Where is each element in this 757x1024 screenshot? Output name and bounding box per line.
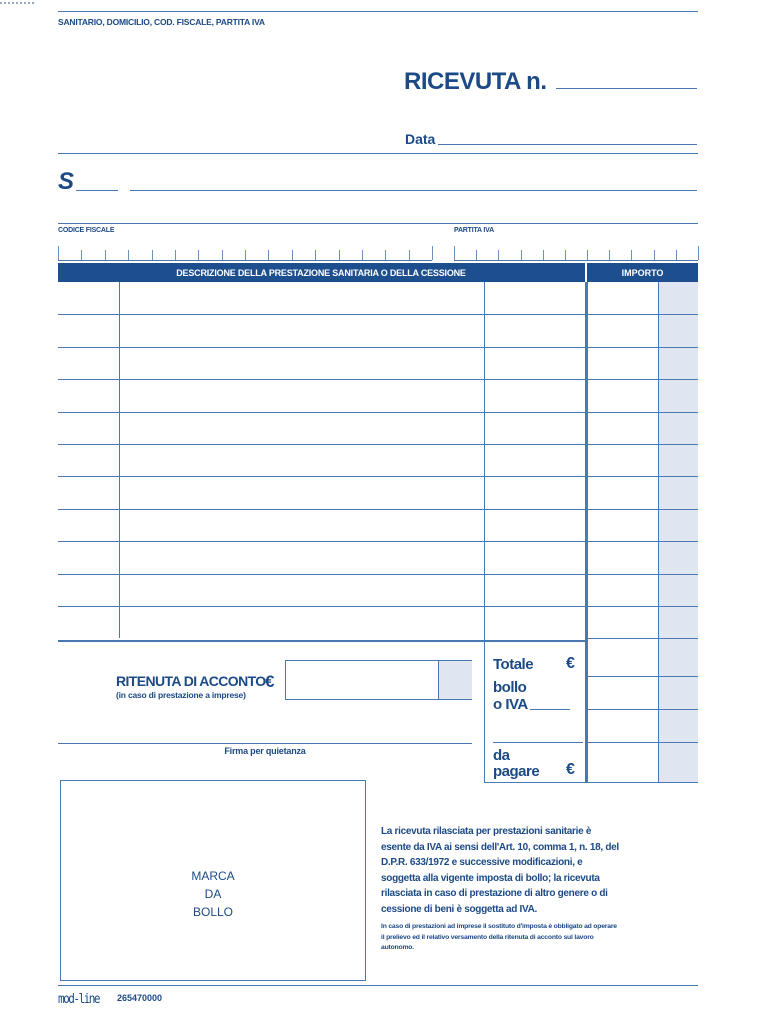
amount-column-header: IMPORTO — [621, 268, 664, 278]
header-top-rule — [58, 11, 698, 12]
codice-fiscale-field[interactable] — [58, 260, 432, 261]
revenue-stamp-line-1: MARCA — [191, 869, 235, 883]
fiscal-box-divider — [315, 250, 316, 260]
header-divider — [58, 153, 698, 154]
table-row[interactable] — [58, 541, 698, 542]
fiscal-box-divider — [292, 250, 293, 260]
withholding-amount-box[interactable] — [285, 660, 472, 700]
vat-label: o IVA — [493, 696, 528, 713]
footer-rule — [58, 985, 698, 986]
fiscal-box-divider — [175, 250, 176, 260]
amount-due-currency: € — [566, 761, 575, 778]
amount-cents-column — [658, 282, 698, 783]
withholding-currency: € — [265, 672, 275, 691]
legal-notice: La ricevuta rilasciata per prestazioni sanitarie è esente da IVA ai sensi dell'Art. 10, comma 1, n. 18, del D.P.R. 633/1972 e successive modificazioni, e soggetta alla vigente imposta di bollo; la ricevuta rilasciata in caso di prestazione di altro genere o di cessione di beni è soggetta ad IVA. — [381, 826, 619, 915]
recipient-address-line[interactable] — [58, 223, 698, 224]
fiscal-box-divider — [565, 250, 566, 260]
withholding-title: RITENUTA DI ACCONTO — [116, 673, 266, 689]
amount-due-label-2: pagare — [493, 763, 540, 780]
revenue-stamp-text — [60, 867, 366, 921]
date-label: Data — [405, 131, 436, 147]
fiscal-box-divider — [152, 250, 153, 260]
table-col-cents — [658, 282, 659, 782]
fiscal-box-divider — [58, 246, 59, 260]
recipient-prefix: S — [58, 168, 75, 195]
table-col-amount-right — [587, 282, 588, 782]
fiscal-box-divider — [268, 250, 269, 260]
partita-iva-label: PARTITA IVA — [454, 227, 494, 234]
fiscal-box-divider — [432, 246, 433, 260]
receipt-number-line[interactable] — [556, 88, 697, 89]
table-row[interactable] — [58, 347, 698, 348]
fiscal-box-divider — [454, 246, 455, 260]
signature-label: Firma per quietanza — [224, 746, 306, 756]
codice-fiscale-label: CODICE FISCALE — [58, 227, 115, 234]
totals-separator — [493, 742, 583, 743]
fiscal-box-divider — [198, 250, 199, 260]
fiscal-box-divider — [362, 250, 363, 260]
table-row[interactable] — [58, 574, 698, 575]
corner-dots — [0, 2, 34, 4]
fiscal-box-divider — [222, 250, 223, 260]
totals-rule-4 — [484, 782, 698, 783]
fiscal-box-divider — [128, 250, 129, 260]
fiscal-box-divider — [385, 250, 386, 260]
table-row[interactable] — [58, 476, 698, 477]
fiscal-box-divider — [676, 250, 677, 260]
total-currency: € — [566, 655, 575, 672]
fiscal-box-divider — [476, 250, 477, 260]
withholding-cents-cell — [438, 661, 472, 699]
recipient-name-line[interactable] — [130, 190, 697, 191]
issuer-info-label: SANITARIO, DOMICILIO, COD. FISCALE, PARTITA IVA — [58, 17, 265, 27]
fiscal-box-divider — [339, 250, 340, 260]
revenue-stamp-line-2: DA — [204, 887, 222, 901]
total-label: Totale — [493, 656, 534, 673]
totals-rule-1 — [587, 676, 698, 677]
fiscal-box-divider — [521, 250, 522, 260]
fiscal-box-divider — [543, 250, 544, 260]
table-row[interactable] — [58, 379, 698, 380]
fiscal-box-divider — [609, 250, 610, 260]
totals-rule-3 — [587, 742, 698, 743]
fiscal-box-divider — [105, 250, 106, 260]
table-row[interactable] — [58, 509, 698, 510]
partita-iva-field[interactable] — [454, 260, 698, 261]
table-col-qty — [119, 282, 120, 638]
fiscal-box-divider — [631, 250, 632, 260]
withholding-note: (in caso di prestazione a imprese) — [116, 690, 246, 700]
date-line[interactable] — [438, 144, 697, 145]
table-bottom-rule — [58, 640, 585, 642]
withholding-notice: In caso di prestazioni ad imprese il sostituto d'imposta è obbligato ad operare il prelievo ed il relativo versamento della ritenuta di acconto sul lavoro autonomo. — [381, 923, 617, 951]
table-row[interactable] — [587, 638, 698, 639]
stamp-duty-label: bollo — [493, 679, 527, 696]
fiscal-box-divider — [245, 250, 246, 260]
fiscal-box-divider — [409, 250, 410, 260]
stamp-duty-line[interactable] — [530, 709, 570, 710]
fiscal-box-divider — [654, 250, 655, 260]
signature-line[interactable] — [58, 743, 472, 744]
amount-due-label-1: da — [493, 747, 510, 764]
revenue-stamp-line-3: BOLLO — [192, 905, 234, 919]
table-row[interactable] — [58, 314, 698, 315]
fiscal-box-divider — [81, 250, 82, 260]
recipient-title-line[interactable] — [76, 190, 118, 191]
totals-rule-2 — [587, 709, 698, 710]
table-row[interactable] — [58, 412, 698, 413]
fiscal-box-divider — [498, 250, 499, 260]
description-column-header: DESCRIZIONE DELLA PRESTAZIONE SANITARIA O DELLA CESSIONE — [176, 268, 466, 278]
receipt-title: RICEVUTA n. — [404, 68, 547, 95]
table-row[interactable] — [58, 606, 698, 607]
product-code: 265470000 — [117, 993, 163, 1003]
table-row[interactable] — [58, 444, 698, 445]
fiscal-box-divider — [698, 246, 699, 260]
fiscal-box-divider — [587, 250, 588, 260]
brand-logo: mod-line — [58, 991, 99, 1007]
table-col-price — [484, 282, 485, 782]
